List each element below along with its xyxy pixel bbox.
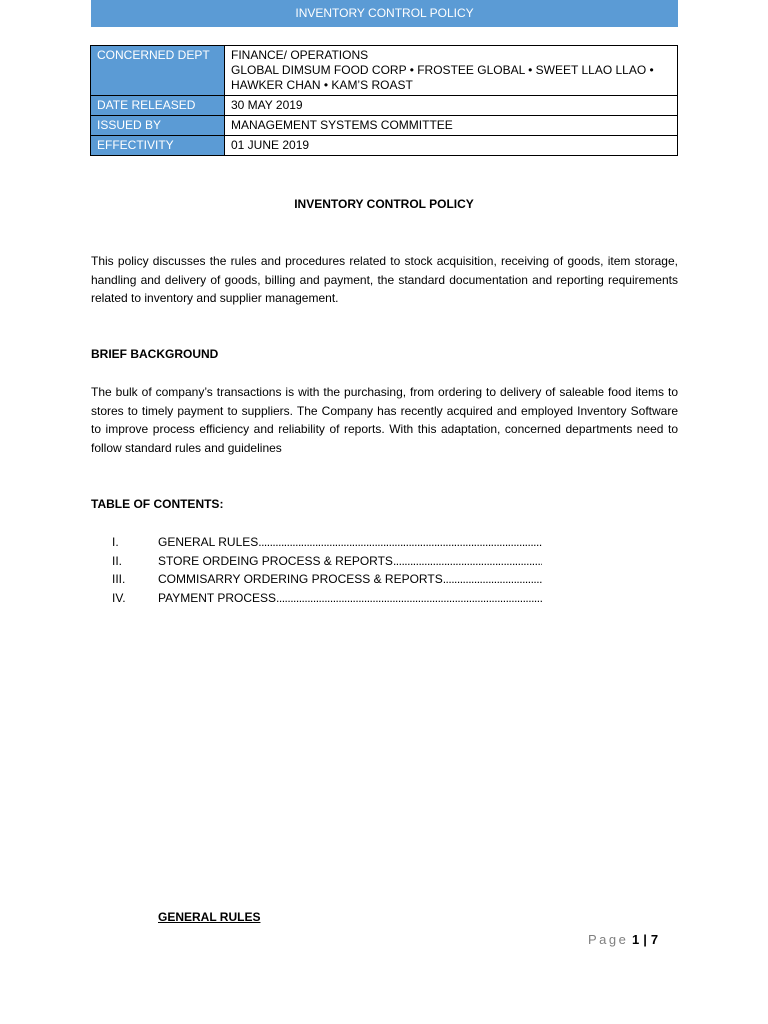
concerned-dept-value bbox=[225, 46, 678, 96]
row-concerned-dept bbox=[91, 46, 678, 96]
issued-by-label: ISSUED BY bbox=[91, 116, 225, 136]
toc-leader-dots bbox=[393, 554, 542, 568]
toc-leader-dots bbox=[443, 572, 542, 586]
issued-by-value: MANAGEMENT SYSTEMS COMMITTEE bbox=[225, 116, 678, 136]
toc-item-text: STORE ORDEING PROCESS & REPORTS bbox=[158, 553, 393, 568]
toc-leader-dots bbox=[258, 535, 542, 549]
page-word: Page bbox=[588, 932, 629, 947]
toc-item-number: III. bbox=[112, 572, 126, 586]
toc-item[interactable] bbox=[112, 591, 542, 610]
toc-heading: TABLE OF CONTENTS: bbox=[91, 497, 224, 511]
effectivity-value: 01 JUNE 2019 bbox=[225, 136, 678, 156]
concerned-dept-label: CONCERNED DEPT bbox=[91, 46, 225, 96]
toc-item[interactable] bbox=[112, 554, 542, 573]
toc-item-number: I. bbox=[112, 535, 119, 549]
toc-item-text: GENERAL RULES bbox=[158, 535, 259, 549]
background-paragraph: The bulk of company’s transactions is with the purchasing, from ordering to delivery of saleable food items to stores to timely payment to suppliers. The Company has recently acquired and employed Inventory Software to improve process efficiency and reliability of reports. With this adaptation, concerned departments need to follow standard rules and guidelines bbox=[91, 385, 678, 455]
date-released-label: DATE RELEASED bbox=[91, 96, 225, 116]
document-title: INVENTORY CONTROL POLICY bbox=[294, 197, 474, 211]
toc-item[interactable] bbox=[112, 535, 542, 554]
general-rules-section-heading: GENERAL RULES bbox=[158, 910, 261, 924]
effectivity-label: EFFECTIVITY bbox=[91, 136, 225, 156]
concerned-dept-line-3: HAWKER CHAN • KAM’S ROAST bbox=[231, 78, 413, 92]
header-band bbox=[91, 0, 678, 27]
toc-item-number: IV. bbox=[112, 590, 126, 605]
document-info-table bbox=[90, 45, 678, 156]
total-pages: 7 bbox=[650, 932, 659, 947]
page-separator: | bbox=[643, 932, 647, 947]
page-number-footer bbox=[588, 932, 658, 947]
row-date-released bbox=[91, 96, 678, 116]
concerned-dept-line-2: GLOBAL DIMSUM FOOD CORP • FROSTEE GLOBAL • SWEET LLAO LLAO • bbox=[231, 63, 654, 77]
toc-leader-dots bbox=[276, 591, 542, 605]
row-effectivity bbox=[91, 136, 678, 156]
toc-item[interactable] bbox=[112, 572, 542, 591]
row-issued-by bbox=[91, 116, 678, 136]
intro-paragraph: This policy discusses the rules and procedures related to stock acquisition, receiving of goods, item storage, handling and delivery of goods, billing and payment, the standard documentation and reporting requirements related to inventory and supplier management. bbox=[91, 254, 678, 305]
date-released-value: 30 MAY 2019 bbox=[225, 96, 678, 116]
toc-item-number: II. bbox=[112, 553, 123, 568]
header-title: INVENTORY CONTROL POLICY bbox=[295, 6, 474, 20]
toc-item-text: COMMISARRY ORDERING PROCESS & REPORTS bbox=[158, 572, 443, 586]
table-of-contents bbox=[112, 535, 542, 609]
concerned-dept-line-1: FINANCE/ OPERATIONS bbox=[231, 48, 369, 62]
toc-item-text: PAYMENT PROCESS bbox=[158, 590, 277, 605]
background-heading: BRIEF BACKGROUND bbox=[91, 347, 219, 361]
current-page: 1 bbox=[632, 932, 640, 947]
